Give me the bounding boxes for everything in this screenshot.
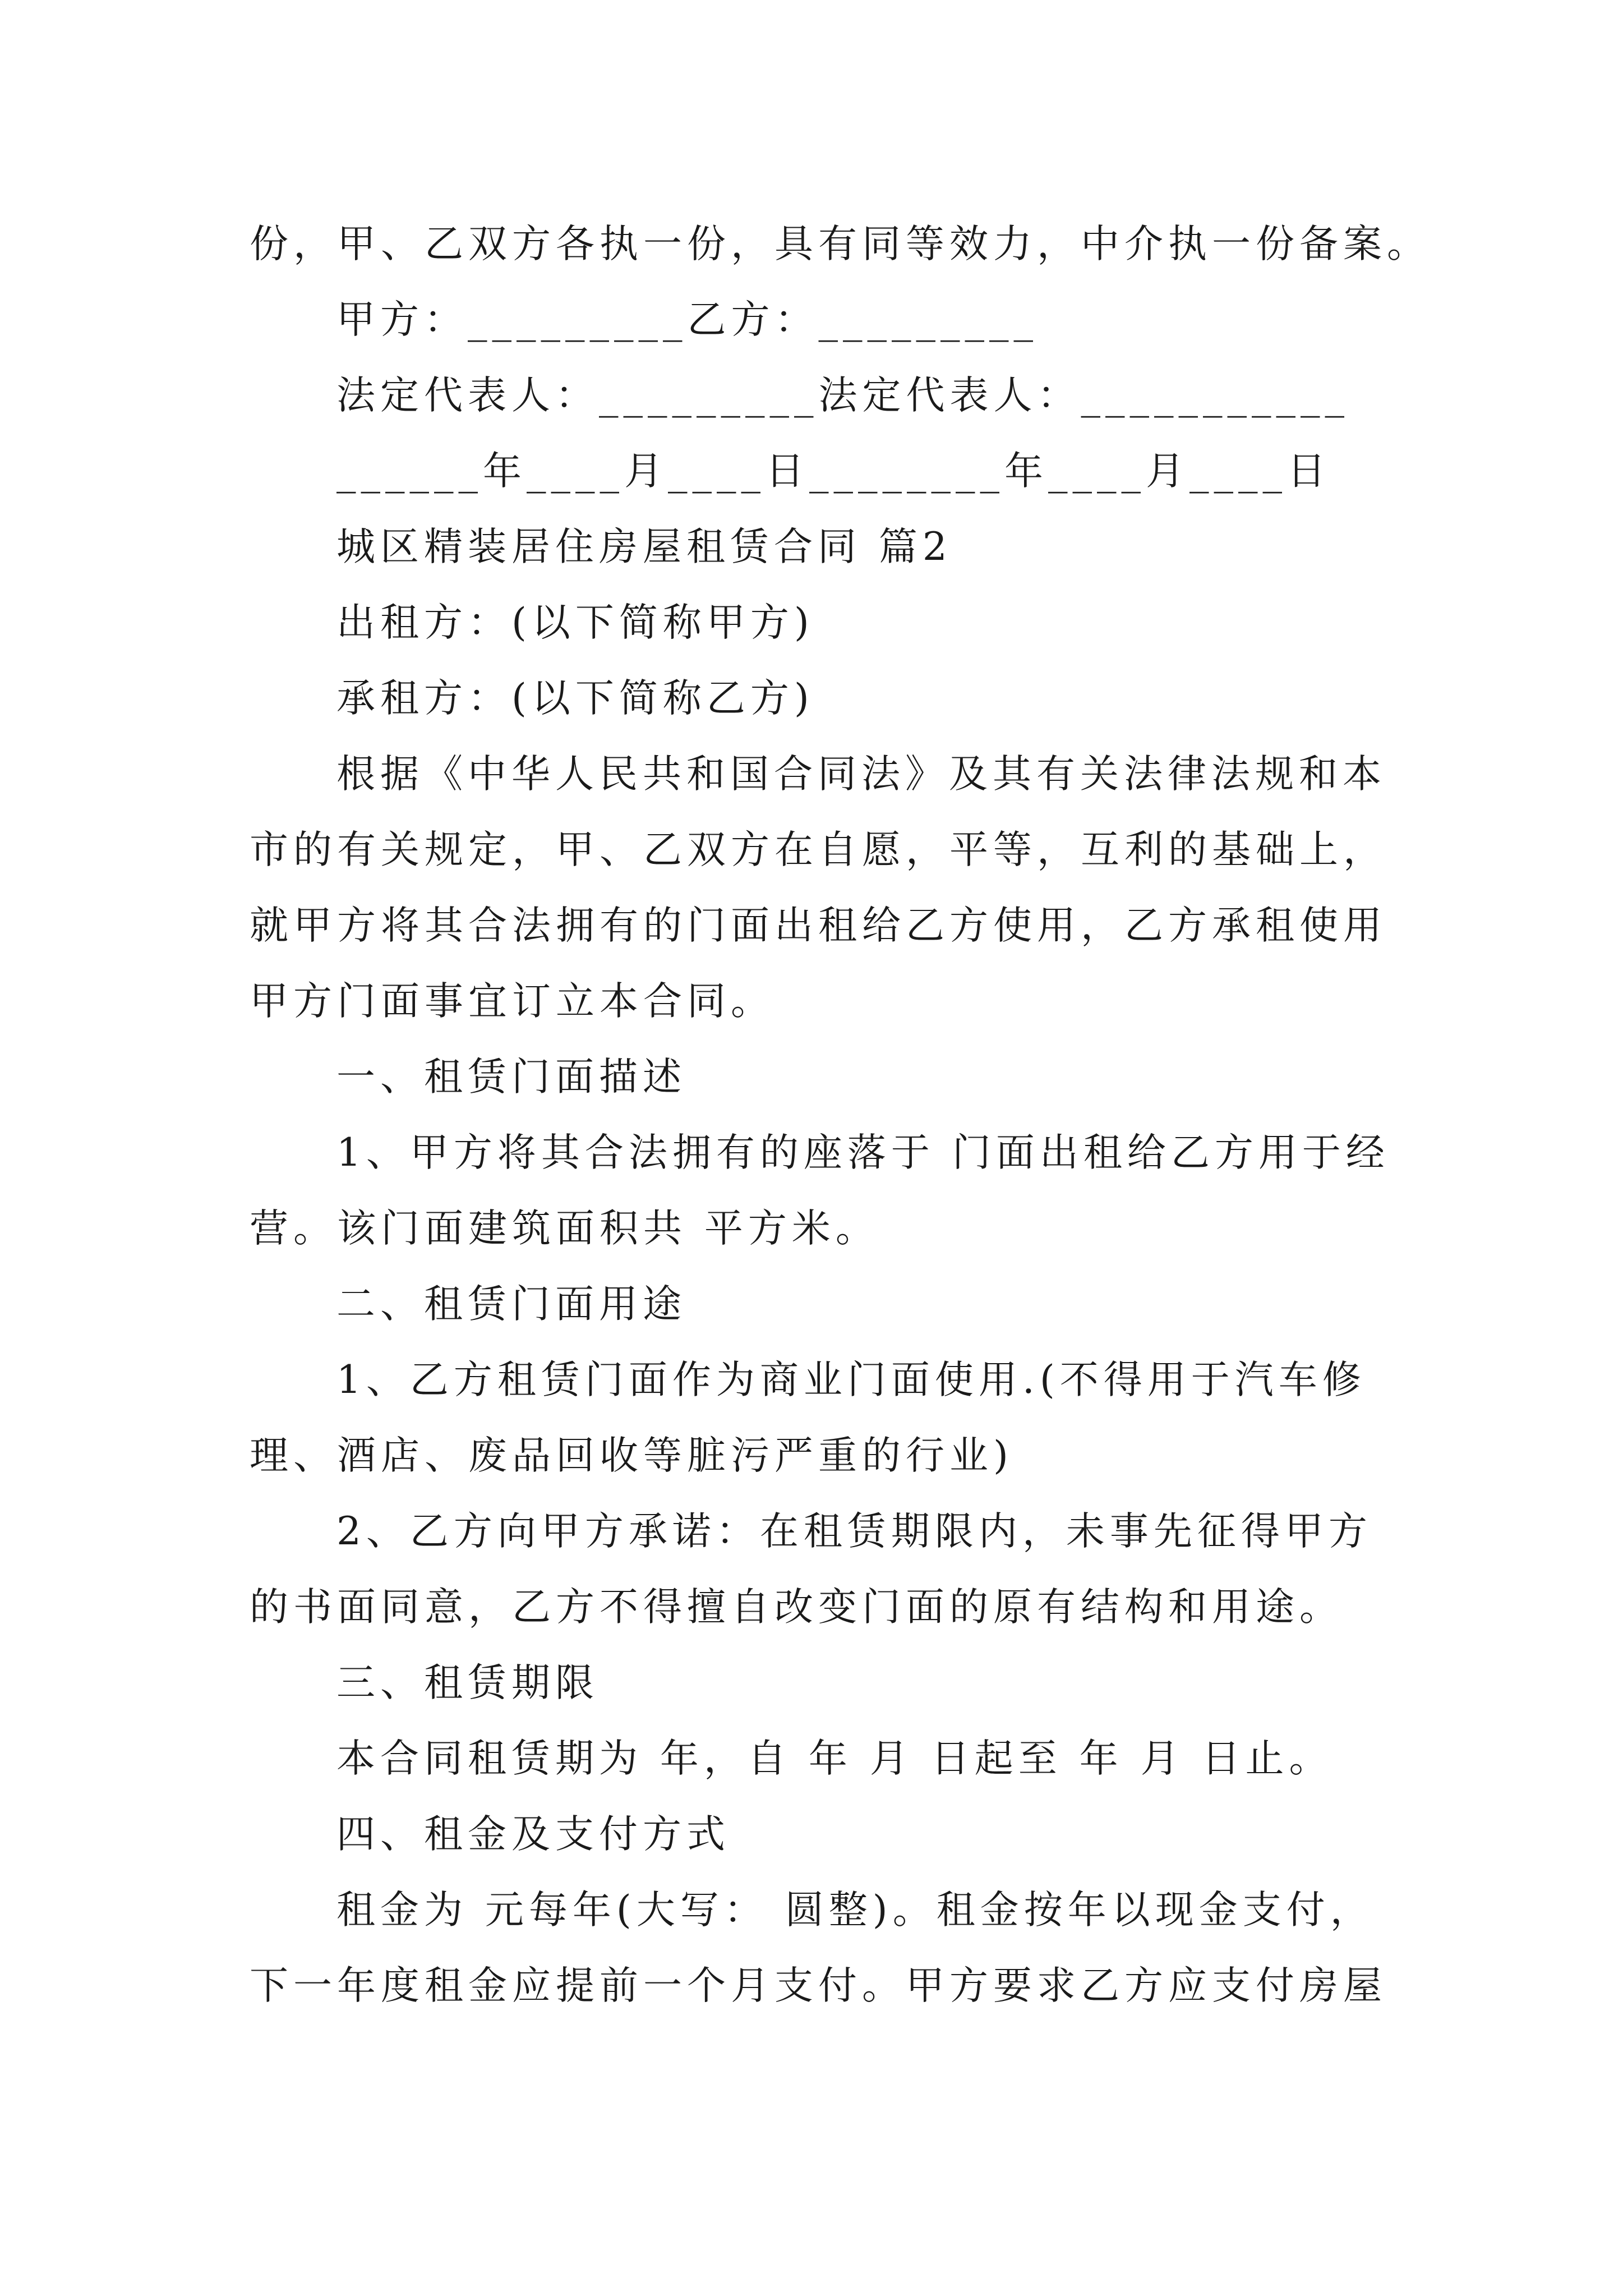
text-line: 1、乙方租赁门面作为商业门面使用.(不得用于汽车修 (336, 1358, 1366, 1402)
text-line: 就甲方将其合法拥有的门面出租给乙方使用，乙方承租使用 (250, 903, 1387, 948)
text-line: 甲方门面事宜订立本合同。 (250, 979, 774, 1024)
text-line: 理、酒店、废品回收等脏污严重的行业) (250, 1433, 1013, 1478)
clause-heading: 四、租金及支付方式 (336, 1812, 730, 1857)
text-line: 本合同租赁期为 年，自 年 月 日起至 年 月 日止。 (336, 1736, 1333, 1781)
text-line: 份，甲、乙双方各执一份，具有同等效力，中介执一份备案。 (250, 222, 1431, 266)
signature-line-parties: 甲方：_________乙方：_________ (336, 297, 1038, 342)
text-line: 1、甲方将其合法拥有的座落于 门面出租给乙方用于经 (336, 1130, 1390, 1175)
clause-heading: 一、租赁门面描述 (336, 1055, 686, 1099)
text-line: 根据《中华人民共和国合同法》及其有关法律法规和本 (336, 752, 1386, 797)
text-line: 下一年度租金应提前一个月支付。甲方要求乙方应支付房屋 (250, 1963, 1387, 2008)
text-line: 租金为 元每年(大写： 圆整)。租金按年以现金支付， (336, 1888, 1374, 1932)
signature-line-representatives: 法定代表人：_________法定代表人：___________ (336, 373, 1349, 418)
text-line: 承租方：(以下简称乙方) (336, 676, 814, 721)
text-line: 市的有关规定，甲、乙双方在自愿，平等，互利的基础上， (250, 827, 1387, 872)
clause-heading: 三、租赁期限 (336, 1660, 599, 1705)
text-line: 的书面同意，乙方不得擅自改变门面的原有结构和用途。 (250, 1585, 1343, 1630)
text-line: 营。该门面建筑面积共 平方米。 (250, 1206, 879, 1251)
text-line: 2、乙方向甲方承诺：在租赁期限内，未事先征得甲方 (336, 1509, 1372, 1554)
signature-line-dates: ______年____月____日________年____月____日 (336, 449, 1331, 494)
clause-heading: 二、租赁门面用途 (336, 1282, 686, 1327)
section-title: 城区精装居住房屋租赁合同 篇2 (336, 524, 952, 569)
text-line: 出租方：(以下简称甲方) (336, 600, 814, 645)
